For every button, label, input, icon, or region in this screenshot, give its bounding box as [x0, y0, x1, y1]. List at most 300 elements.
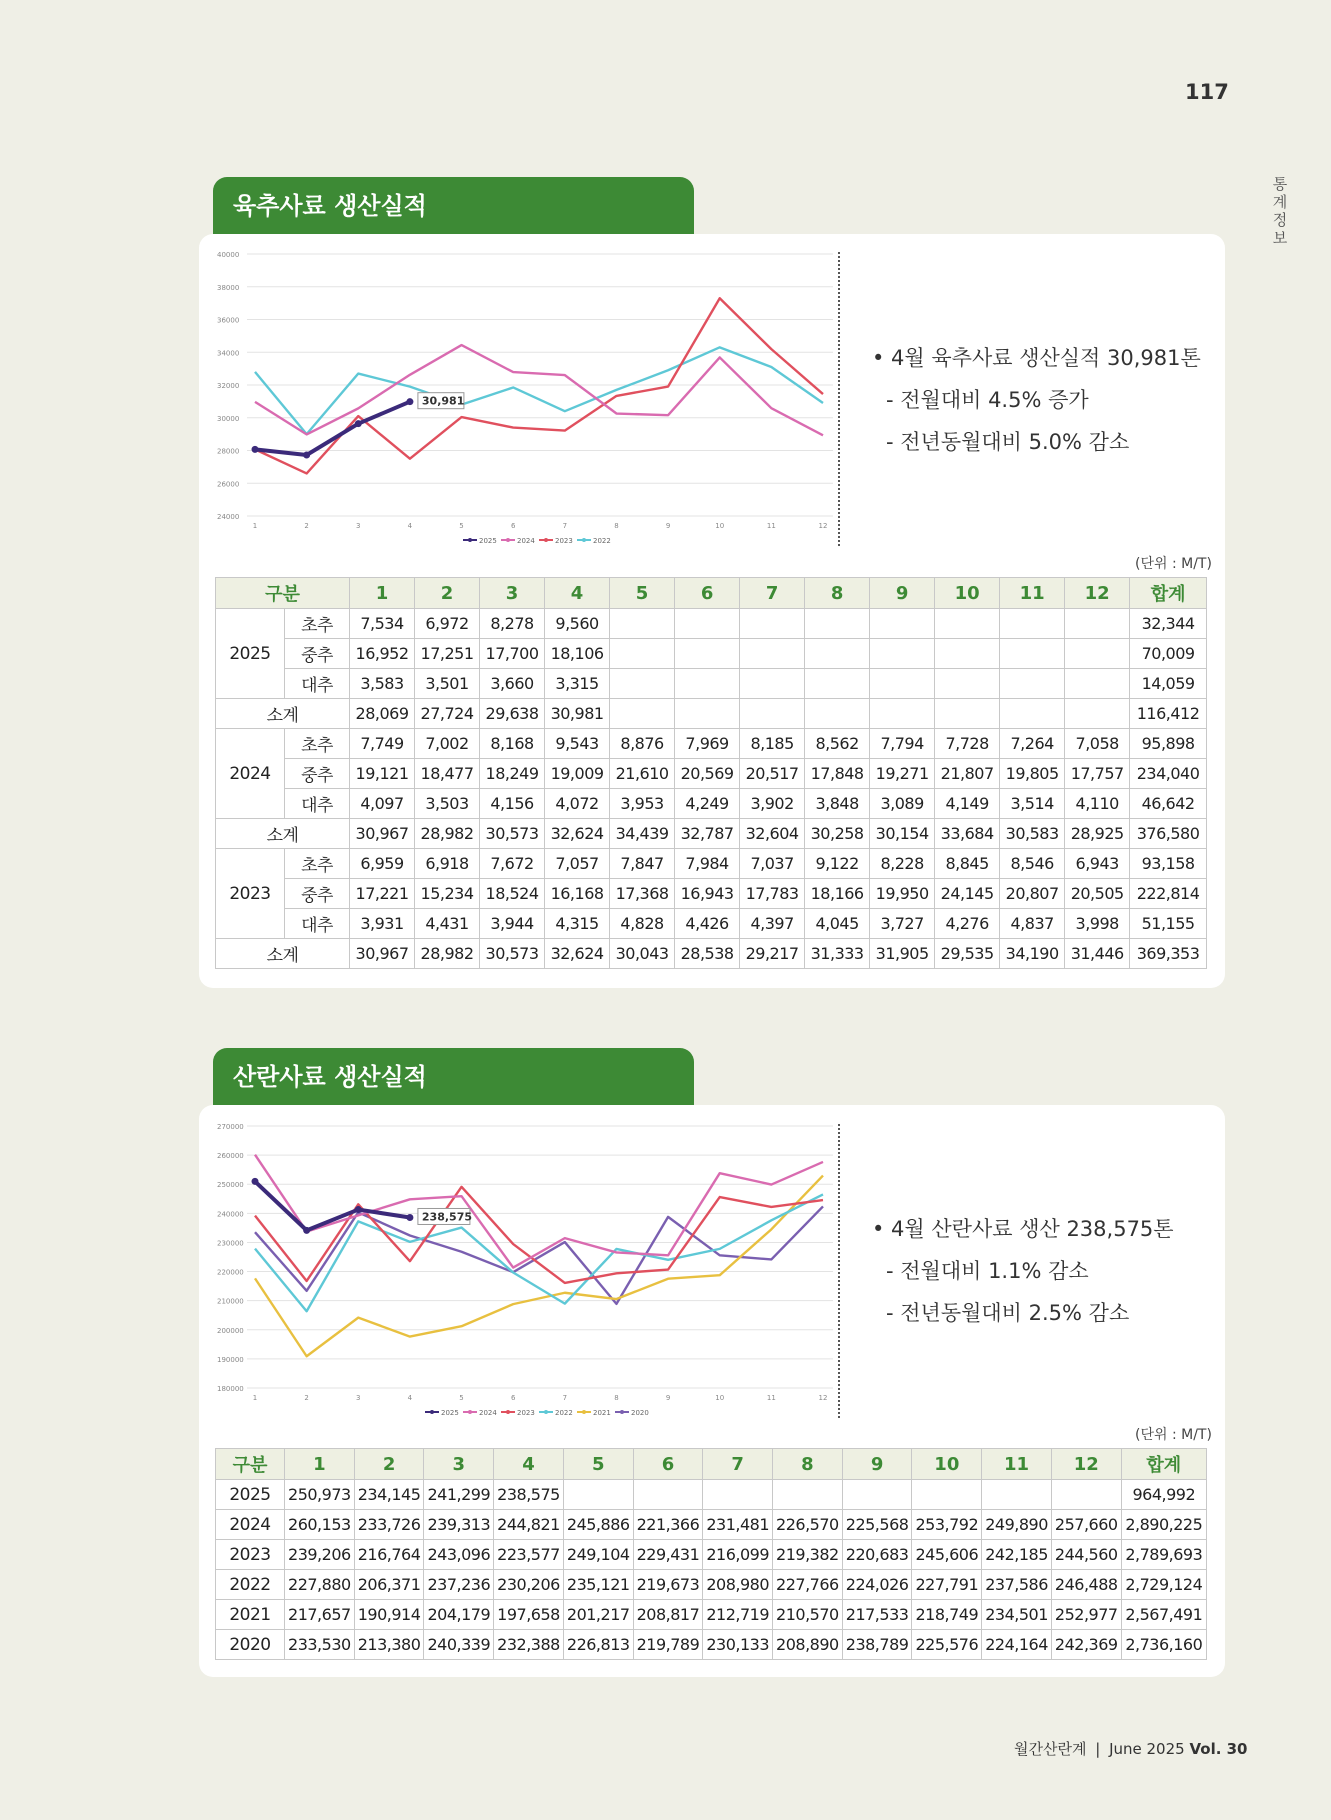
year-cell: 2021 — [216, 1600, 285, 1630]
footer-issue: June 2025 — [1109, 1740, 1185, 1758]
legend-marker — [620, 1410, 624, 1414]
subtotal-value-cell — [870, 699, 935, 729]
value-cell: 226,570 — [773, 1510, 843, 1540]
series-line-2024 — [255, 345, 823, 435]
value-cell — [563, 1480, 633, 1510]
x-tick-label: 7 — [562, 1394, 568, 1402]
value-cell: 190,914 — [354, 1600, 424, 1630]
x-tick-label: 4 — [407, 1394, 413, 1402]
table-header-cell: 11 — [982, 1449, 1052, 1480]
x-tick-label: 5 — [459, 522, 464, 530]
value-cell: 231,481 — [703, 1510, 773, 1540]
subtotal-value-cell: 32,624 — [545, 819, 610, 849]
value-cell: 3,660 — [480, 669, 545, 699]
value-cell: 18,166 — [805, 879, 870, 909]
value-cell: 7,037 — [740, 849, 805, 879]
value-cell — [675, 639, 740, 669]
table-row — [216, 639, 1207, 669]
row-label-cell: 중추 — [285, 879, 350, 909]
series-line-2023 — [255, 298, 823, 473]
y-tick-label: 270000 — [217, 1123, 244, 1131]
subtotal-value-cell: 32,787 — [675, 819, 740, 849]
x-tick-label: 2 — [304, 522, 309, 530]
value-cell: 4,837 — [1000, 909, 1065, 939]
data-point — [252, 1178, 259, 1185]
footer-magazine: 월간산란계 — [1014, 1740, 1087, 1758]
value-cell: 208,890 — [773, 1630, 843, 1660]
section2-divider — [838, 1124, 840, 1418]
value-cell: 3,727 — [870, 909, 935, 939]
year-cell: 2022 — [216, 1570, 285, 1600]
section2-table — [215, 1448, 1207, 1660]
value-cell: 213,380 — [354, 1630, 424, 1660]
value-cell: 9,122 — [805, 849, 870, 879]
value-cell: 4,072 — [545, 789, 610, 819]
value-cell: 3,848 — [805, 789, 870, 819]
value-cell — [740, 639, 805, 669]
value-cell — [982, 1480, 1052, 1510]
subtotal-value-cell: 29,217 — [740, 939, 805, 969]
value-cell: 234,145 — [354, 1480, 424, 1510]
value-cell: 8,876 — [610, 729, 675, 759]
value-cell: 8,546 — [1000, 849, 1065, 879]
y-tick-label: 210000 — [217, 1297, 244, 1306]
value-cell: 7,984 — [675, 849, 740, 879]
value-cell: 232,388 — [494, 1630, 564, 1660]
value-cell — [773, 1480, 843, 1510]
value-cell — [740, 669, 805, 699]
table-row — [216, 759, 1207, 789]
value-cell — [870, 639, 935, 669]
value-cell: 9,560 — [545, 609, 610, 639]
table-header-cell: 구분 — [216, 578, 350, 609]
table-header-cell: 7 — [740, 578, 805, 609]
value-cell: 17,757 — [1065, 759, 1130, 789]
subtotal-value-cell — [675, 699, 740, 729]
section2-bullet-main: • 4월 산란사료 생산 238,575톤 — [872, 1217, 1174, 1241]
side-section-label: 통계 정보 — [1272, 175, 1288, 247]
table-row — [216, 1600, 1207, 1630]
subtotal-value-cell: 33,684 — [935, 819, 1000, 849]
x-tick-label: 8 — [614, 522, 619, 530]
value-cell — [935, 669, 1000, 699]
footer — [1014, 1738, 1248, 1759]
value-cell — [1000, 609, 1065, 639]
value-cell: 204,179 — [424, 1600, 494, 1630]
year-cell: 2020 — [216, 1630, 285, 1660]
value-cell: 260,153 — [285, 1510, 355, 1540]
y-tick-label: 240000 — [217, 1210, 244, 1219]
value-cell: 16,952 — [350, 639, 415, 669]
data-point — [355, 1206, 362, 1213]
value-cell: 7,728 — [935, 729, 1000, 759]
value-cell: 6,918 — [415, 849, 480, 879]
x-tick-label: 3 — [356, 1394, 361, 1402]
section2-title: 산란사료 생산실적 — [213, 1048, 694, 1106]
value-cell: 242,185 — [982, 1540, 1052, 1570]
data-point — [406, 1214, 413, 1221]
table-header-cell: 6 — [633, 1449, 703, 1480]
table-header-cell: 12 — [1065, 578, 1130, 609]
value-cell: 230,206 — [494, 1570, 564, 1600]
y-tick-label: 260000 — [217, 1152, 244, 1161]
table-header-cell: 5 — [563, 1449, 633, 1480]
value-cell: 8,562 — [805, 729, 870, 759]
subtotal-value-cell: 30,583 — [1000, 819, 1065, 849]
table-header-cell: 6 — [675, 578, 740, 609]
subtotal-value-cell: 28,925 — [1065, 819, 1130, 849]
legend-marker — [582, 538, 586, 542]
value-cell: 219,789 — [633, 1630, 703, 1660]
value-cell: 241,299 — [424, 1480, 494, 1510]
value-cell: 8,185 — [740, 729, 805, 759]
data-point — [355, 420, 362, 427]
row-label-cell: 중추 — [285, 639, 350, 669]
value-cell: 24,145 — [935, 879, 1000, 909]
value-cell — [805, 639, 870, 669]
data-point — [406, 398, 413, 405]
value-cell — [842, 1480, 912, 1510]
value-cell: 208,980 — [703, 1570, 773, 1600]
subtotal-value-cell: 30,967 — [350, 939, 415, 969]
value-cell: 15,234 — [415, 879, 480, 909]
footer-volume: Vol. 30 — [1189, 1740, 1248, 1758]
table-row — [216, 1570, 1207, 1600]
x-tick-label: 3 — [356, 522, 361, 530]
value-cell: 14,059 — [1130, 669, 1207, 699]
y-tick-label: 24000 — [217, 513, 240, 521]
value-cell: 234,040 — [1130, 759, 1207, 789]
value-cell: 7,969 — [675, 729, 740, 759]
table-row — [216, 1480, 1207, 1510]
value-cell — [633, 1480, 703, 1510]
value-cell: 227,880 — [285, 1570, 355, 1600]
value-cell: 235,121 — [563, 1570, 633, 1600]
value-cell: 7,794 — [870, 729, 935, 759]
subtotal-value-cell: 27,724 — [415, 699, 480, 729]
data-point — [252, 446, 259, 453]
y-tick-label: 36000 — [217, 316, 240, 325]
row-label-cell: 중추 — [285, 759, 350, 789]
subtotal-value-cell: 29,535 — [935, 939, 1000, 969]
value-cell: 219,673 — [633, 1570, 703, 1600]
subtotal-label-cell: 소계 — [216, 939, 350, 969]
value-cell: 2,890,225 — [1121, 1510, 1206, 1540]
value-cell: 18,477 — [415, 759, 480, 789]
table-header-cell: 11 — [1000, 578, 1065, 609]
x-tick-label: 5 — [459, 1394, 464, 1402]
y-tick-label: 190000 — [217, 1355, 244, 1364]
value-cell: 3,902 — [740, 789, 805, 819]
legend-label: 2022 — [593, 537, 611, 545]
subtotal-label-cell: 소계 — [216, 819, 350, 849]
subtotal-value-cell: 28,982 — [415, 819, 480, 849]
legend-label: 2025 — [441, 1409, 459, 1417]
value-cell: 4,249 — [675, 789, 740, 819]
value-cell: 234,501 — [982, 1600, 1052, 1630]
value-cell — [1000, 669, 1065, 699]
table-header-cell: 3 — [424, 1449, 494, 1480]
y-tick-label: 34000 — [217, 349, 240, 358]
x-tick-label: 7 — [562, 522, 568, 530]
value-cell: 3,514 — [1000, 789, 1065, 819]
value-cell: 4,110 — [1065, 789, 1130, 819]
value-cell: 206,371 — [354, 1570, 424, 1600]
table-header-cell: 8 — [805, 578, 870, 609]
value-cell — [703, 1480, 773, 1510]
value-cell: 238,575 — [494, 1480, 564, 1510]
value-cell: 219,382 — [773, 1540, 843, 1570]
legend-marker — [430, 1410, 434, 1414]
subtotal-value-cell — [1065, 699, 1130, 729]
table-header-cell: 5 — [610, 578, 675, 609]
x-tick-label: 4 — [407, 522, 413, 530]
subtotal-value-cell: 28,538 — [675, 939, 740, 969]
value-cell — [675, 669, 740, 699]
value-cell: 244,821 — [494, 1510, 564, 1540]
value-cell: 16,168 — [545, 879, 610, 909]
value-cell: 3,998 — [1065, 909, 1130, 939]
subtotal-value-cell: 31,446 — [1065, 939, 1130, 969]
legend-marker — [544, 538, 548, 542]
value-cell: 19,271 — [870, 759, 935, 789]
value-cell: 226,813 — [563, 1630, 633, 1660]
table-header-cell: 9 — [842, 1449, 912, 1480]
value-cell: 17,848 — [805, 759, 870, 789]
value-cell: 3,315 — [545, 669, 610, 699]
value-cell: 217,533 — [842, 1600, 912, 1630]
subtotal-value-cell: 30,154 — [870, 819, 935, 849]
y-tick-label: 40000 — [217, 251, 240, 259]
subtotal-value-cell: 28,069 — [350, 699, 415, 729]
table-header-cell: 2 — [415, 578, 480, 609]
table-header-cell: 10 — [935, 578, 1000, 609]
value-cell — [1000, 639, 1065, 669]
row-label-cell: 초추 — [285, 729, 350, 759]
value-cell: 51,155 — [1130, 909, 1207, 939]
value-cell: 249,890 — [982, 1510, 1052, 1540]
value-cell — [912, 1480, 982, 1510]
subtotal-value-cell — [935, 699, 1000, 729]
value-cell — [805, 669, 870, 699]
legend-label: 2023 — [555, 537, 573, 545]
table-header-cell: 4 — [545, 578, 610, 609]
table-row — [216, 909, 1207, 939]
value-cell: 7,002 — [415, 729, 480, 759]
value-cell: 4,276 — [935, 909, 1000, 939]
subtotal-row — [216, 699, 1207, 729]
value-cell: 32,344 — [1130, 609, 1207, 639]
table-header-cell: 4 — [494, 1449, 564, 1480]
legend-marker — [468, 538, 472, 542]
table-row — [216, 789, 1207, 819]
value-cell: 4,426 — [675, 909, 740, 939]
section1-title: 육추사료 생산실적 — [213, 177, 694, 235]
value-cell: 240,339 — [424, 1630, 494, 1660]
value-cell: 216,099 — [703, 1540, 773, 1570]
x-tick-label: 11 — [766, 1394, 776, 1402]
value-cell: 233,530 — [285, 1630, 355, 1660]
y-tick-label: 28000 — [217, 447, 240, 456]
x-tick-label: 2 — [304, 1394, 309, 1402]
subtotal-value-cell: 32,604 — [740, 819, 805, 849]
table-header-cell: 3 — [480, 578, 545, 609]
value-cell: 17,221 — [350, 879, 415, 909]
table-row — [216, 879, 1207, 909]
value-cell: 227,791 — [912, 1570, 982, 1600]
value-cell: 230,133 — [703, 1630, 773, 1660]
value-cell: 237,236 — [424, 1570, 494, 1600]
series-line-2023 — [255, 1187, 823, 1283]
subtotal-value-cell: 30,967 — [350, 819, 415, 849]
value-cell: 216,764 — [354, 1540, 424, 1570]
value-cell: 249,104 — [563, 1540, 633, 1570]
y-tick-label: 220000 — [217, 1268, 244, 1277]
value-cell: 212,719 — [703, 1600, 773, 1630]
value-cell — [805, 609, 870, 639]
value-cell: 9,543 — [545, 729, 610, 759]
value-cell: 7,672 — [480, 849, 545, 879]
value-cell: 3,501 — [415, 669, 480, 699]
value-cell: 4,149 — [935, 789, 1000, 819]
table-header-cell: 7 — [703, 1449, 773, 1480]
x-tick-label: 12 — [818, 1394, 828, 1402]
value-cell: 197,658 — [494, 1600, 564, 1630]
value-cell: 95,898 — [1130, 729, 1207, 759]
section2-unit: (단위 : M/T) — [1135, 1427, 1212, 1443]
table-header-cell: 12 — [1051, 1449, 1121, 1480]
value-cell: 7,749 — [350, 729, 415, 759]
subtotal-value-cell: 116,412 — [1130, 699, 1207, 729]
x-tick-label: 8 — [614, 1394, 619, 1402]
subtotal-value-cell: 30,573 — [480, 939, 545, 969]
legend-marker — [582, 1410, 586, 1414]
subtotal-value-cell: 31,333 — [805, 939, 870, 969]
value-cell: 224,026 — [842, 1570, 912, 1600]
value-cell: 20,569 — [675, 759, 740, 789]
value-cell: 6,943 — [1065, 849, 1130, 879]
value-cell: 221,366 — [633, 1510, 703, 1540]
table-header-cell: 1 — [350, 578, 415, 609]
value-cell: 4,045 — [805, 909, 870, 939]
data-point — [303, 452, 310, 459]
subtotal-value-cell: 34,439 — [610, 819, 675, 849]
section1-unit: (단위 : M/T) — [1135, 556, 1212, 572]
section2-bullet-mom: - 전월대비 1.1% 감소 — [886, 1259, 1089, 1283]
series-line-2021 — [255, 1176, 823, 1357]
legend-label: 2024 — [517, 537, 535, 545]
table-header-cell: 9 — [870, 578, 935, 609]
value-cell: 3,931 — [350, 909, 415, 939]
x-tick-label: 9 — [665, 1394, 671, 1402]
value-cell: 3,944 — [480, 909, 545, 939]
value-cell: 70,009 — [1130, 639, 1207, 669]
table-row — [216, 1630, 1207, 1660]
year-cell: 2023 — [216, 849, 285, 939]
value-cell: 7,847 — [610, 849, 675, 879]
value-cell: 2,789,693 — [1121, 1540, 1206, 1570]
row-label-cell: 대추 — [285, 669, 350, 699]
value-cell: 19,805 — [1000, 759, 1065, 789]
value-cell — [1051, 1480, 1121, 1510]
value-cell: 210,570 — [773, 1600, 843, 1630]
legend-label: 2025 — [479, 537, 497, 545]
y-tick-label: 180000 — [217, 1385, 244, 1393]
value-cell: 17,783 — [740, 879, 805, 909]
x-tick-label: 1 — [252, 522, 258, 530]
value-cell: 244,560 — [1051, 1540, 1121, 1570]
table-row — [216, 669, 1207, 699]
subtotal-value-cell — [805, 699, 870, 729]
value-cell — [1065, 639, 1130, 669]
value-cell: 201,217 — [563, 1600, 633, 1630]
section1-line-chart — [213, 248, 833, 548]
value-cell: 246,488 — [1051, 1570, 1121, 1600]
subtotal-value-cell — [610, 699, 675, 729]
legend-marker — [468, 1410, 472, 1414]
value-cell: 7,057 — [545, 849, 610, 879]
value-cell: 220,683 — [842, 1540, 912, 1570]
value-cell: 3,583 — [350, 669, 415, 699]
x-tick-label: 6 — [510, 1394, 516, 1402]
section1-bullets — [872, 337, 1201, 463]
value-cell: 8,845 — [935, 849, 1000, 879]
value-cell: 227,766 — [773, 1570, 843, 1600]
subtotal-value-cell: 30,043 — [610, 939, 675, 969]
value-cell: 223,577 — [494, 1540, 564, 1570]
legend-label: 2022 — [555, 1409, 573, 1417]
table-header-cell: 10 — [912, 1449, 982, 1480]
value-cell — [610, 609, 675, 639]
section2-line-chart — [213, 1120, 833, 1420]
value-cell — [610, 639, 675, 669]
section1-bullet-main: • 4월 육추사료 생산실적 30,981톤 — [872, 346, 1201, 370]
row-label-cell: 대추 — [285, 909, 350, 939]
x-tick-label: 6 — [510, 522, 516, 530]
value-cell: 16,943 — [675, 879, 740, 909]
value-cell — [935, 639, 1000, 669]
row-label-cell: 대추 — [285, 789, 350, 819]
table-row — [216, 729, 1207, 759]
value-cell: 3,953 — [610, 789, 675, 819]
value-cell: 4,397 — [740, 909, 805, 939]
table-header-cell: 8 — [773, 1449, 843, 1480]
section2-bullet-yoy: - 전년동월대비 2.5% 감소 — [886, 1301, 1130, 1325]
value-cell: 18,249 — [480, 759, 545, 789]
value-cell: 17,251 — [415, 639, 480, 669]
value-cell: 229,431 — [633, 1540, 703, 1570]
value-cell — [870, 609, 935, 639]
value-cell: 2,567,491 — [1121, 1600, 1206, 1630]
x-tick-label: 9 — [665, 522, 671, 530]
value-cell: 245,606 — [912, 1540, 982, 1570]
y-tick-label: 32000 — [217, 382, 240, 390]
x-tick-label: 11 — [766, 522, 776, 530]
series-line-2025 — [255, 402, 410, 455]
value-cell — [610, 669, 675, 699]
value-cell — [870, 669, 935, 699]
table-header-cell: 1 — [285, 1449, 355, 1480]
table-row — [216, 609, 1207, 639]
x-tick-label: 1 — [252, 1394, 258, 1402]
section1-divider — [838, 252, 840, 546]
value-cell: 257,660 — [1051, 1510, 1121, 1540]
subtotal-label-cell: 소계 — [216, 699, 350, 729]
value-cell: 2,729,124 — [1121, 1570, 1206, 1600]
value-cell: 8,228 — [870, 849, 935, 879]
callout-label: 30,981 — [421, 394, 465, 408]
subtotal-value-cell: 31,905 — [870, 939, 935, 969]
